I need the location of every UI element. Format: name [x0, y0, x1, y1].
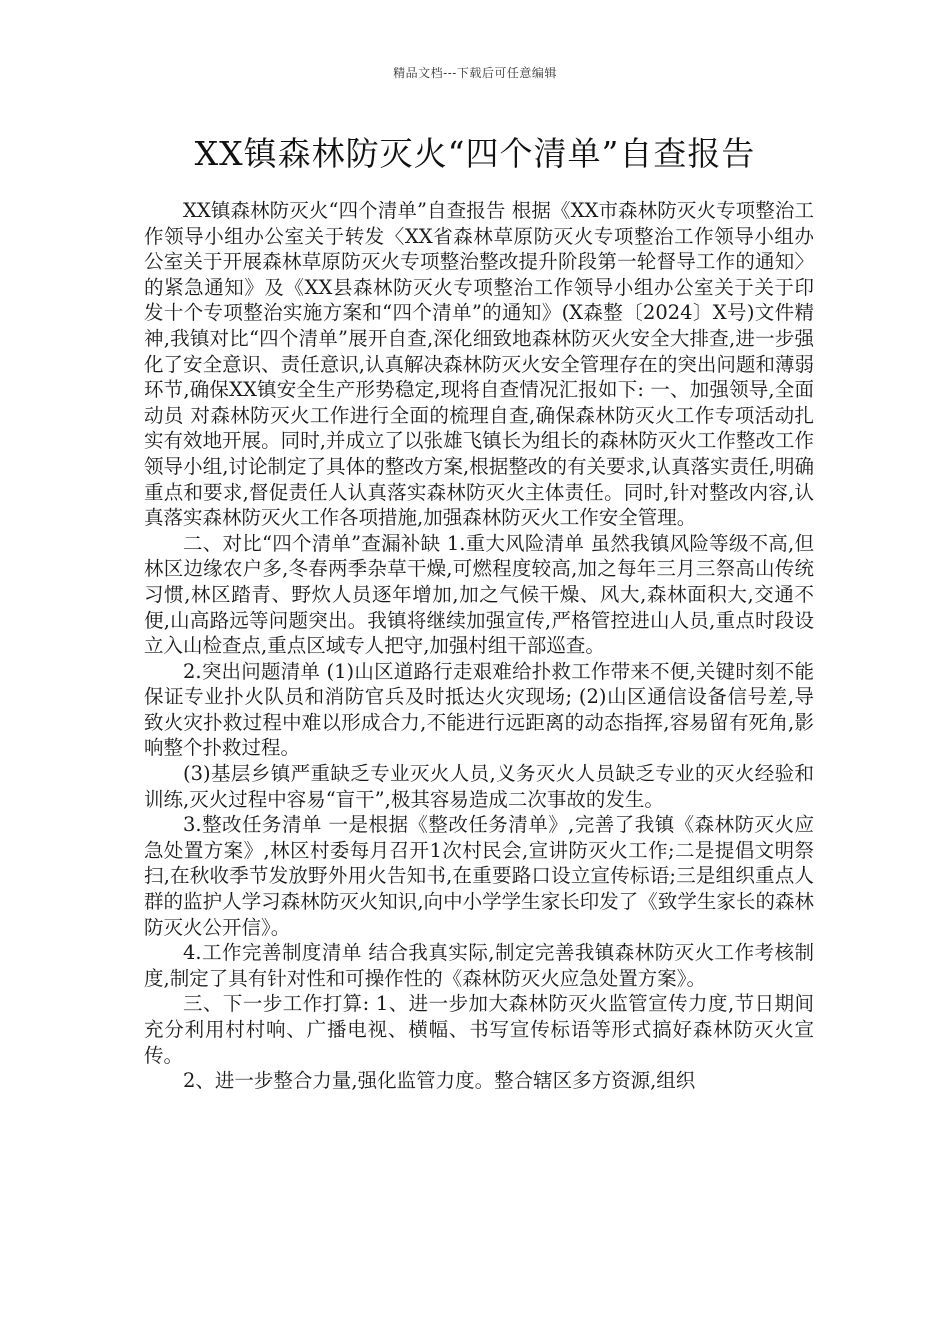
paragraph: 4.工作完善制度清单 结合我真实际,制定完善我镇森林防灭火工作考核制度,制定了具有针对性和可操作性的《森林防灭火应急处置方案》。: [144, 941, 814, 990]
paragraph: (3)基层乡镇严重缺乏专业灭火人员,义务灭火人员缺乏专业的灭火经验和训练,灭火过程中容易“盲干”,极其容易造成二次事故的发生。: [144, 762, 814, 811]
paragraph: 2.突出问题清单 (1)山区道路行走艰难给扑救工作带来不便,关键时刻不能保证专业扑火队员和消防官兵及时抵达火灾现场; (2)山区通信设备信号差,导致火灾扑救过程中难以形成合力,不能进行远距离的动态指挥,容易留有死角,影响整个扑救过程。: [144, 659, 814, 760]
paragraph: 二、对比“四个清单”查漏补缺 1.重大风险清单 虽然我镇风险等级不高,但林区边缘农户多,冬春两季杂草干燥,可燃程度较高,加之每年三月三祭高山传统习惯,林区踏青、野炊人员逐年增加,加之气候干燥、风大,森林面积大,交通不便,山高路远等问题突出。我镇将继续加强宣传,严格管控进山人员,重点时段设立入山检查点,重点区域专人把守,加强村组干部巡查。: [144, 531, 814, 658]
header-note: 精品文档---下载后可任意编辑: [393, 66, 557, 80]
paragraph: 3.整改任务清单 一是根据《整改任务清单》,完善了我镇《森林防灭火应急处置方案》,林区村委每月召开1次村民会,宣讲防灭火工作;二是提倡文明祭扫,在秋收季节发放野外用火告知书,在重要路口设立宣传标语;三是组织重点人群的监护人学习森林防灭火知识,向中小学学生家长印发了《致学生家长的森林防灭火公开信》。: [144, 813, 814, 939]
document-body: [144, 198, 814, 1094]
paragraph: 2、进一步整合力量,强化监管力度。整合辖区多方资源,组织: [183, 1069, 696, 1093]
document-title: XX镇森林防灭火“四个清单”自查报告: [194, 134, 756, 173]
paragraph: XX镇森林防灭火“四个清单”自查报告 根据《XX市森林防灭火专项整治工作领导小组办公室关于转发〈XX省森林草原防灭火专项整治工作领导小组办公室关于开展森林草原防灭火专项整治整改提升阶段第一轮督导工作的通知〉的紧急通知》及《XX县森林防灭火专项整治工作领导小组办公室关于关于印发十个专项整治实施方案和“四个清单”的通知》(X森整〔2024〕X号)文件精神,我镇对比“四个清单”展开自查,深化细致地森林防灭火安全大排查,进一步强化了安全意识、责任意识,认真解决森林防灭火安全管理存在的突出问题和薄弱环节,确保XX镇安全生产形势稳定,现将自查情况汇报如下: 一、加强领导,全面动员 对森林防灭火工作进行全面的梳理自查,确保森林防灭火工作专项活动扎实有效地开展。同时,并成立了以张雄飞镇长为组长的森林防灭火工作整改工作领导小组,讨论制定了具体的整改方案,根据整改的有关要求,认真落实责任,明确重点和要求,督促责任人认真落实森林防灭火主体责任。同时,针对整改内容,认真落实森林防灭火工作各项措施,加强森林防灭火工作安全管理。: [144, 199, 814, 530]
paragraph: 三、下一步工作打算: 1、进一步加大森林防灭火监管宣传力度,节日期间充分利用村村响、广播电视、横幅、书写宣传标语等形式搞好森林防灭火宣传。: [144, 992, 814, 1067]
